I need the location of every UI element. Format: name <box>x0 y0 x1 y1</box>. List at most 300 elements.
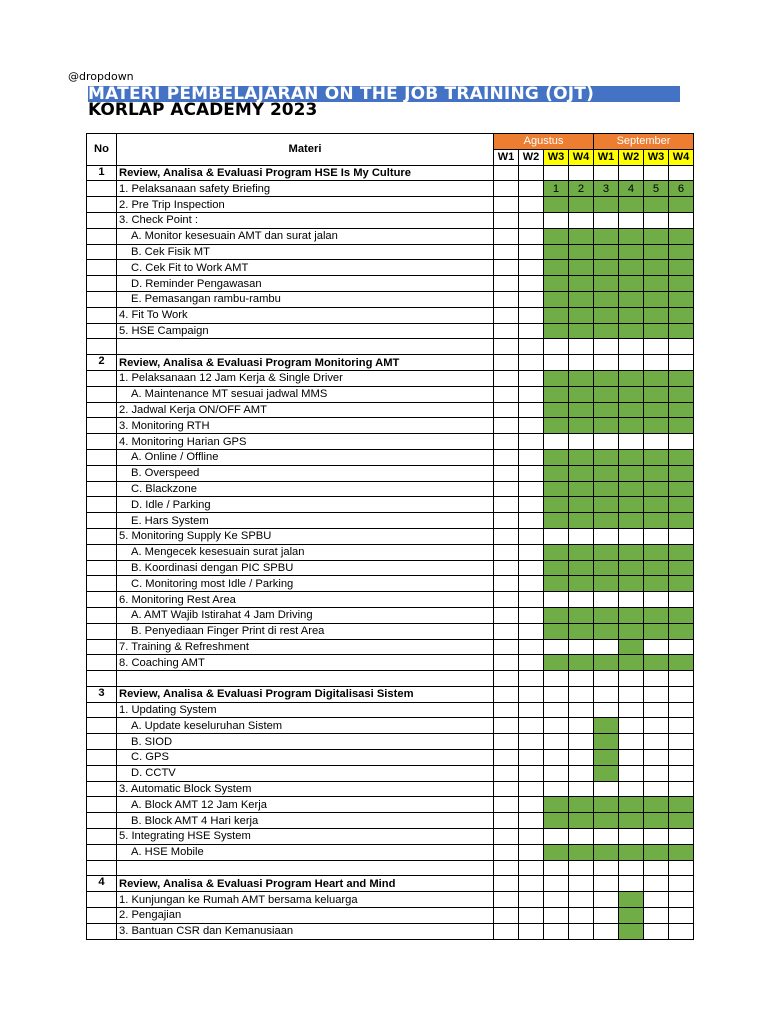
schedule-cell <box>594 829 619 845</box>
schedule-cell <box>669 765 694 781</box>
schedule-cell <box>619 750 644 766</box>
table-row <box>87 923 694 939</box>
section-title: Review, Analisa & Evaluasi Program HSE Is My Culture <box>117 165 494 181</box>
schedule-cell <box>494 434 519 450</box>
schedule-cell-active <box>669 386 694 402</box>
schedule-cell-active <box>644 797 669 813</box>
schedule-cell-active <box>594 323 619 339</box>
schedule-cell <box>569 781 594 797</box>
schedule-cell <box>669 212 694 228</box>
schedule-cell <box>519 276 544 292</box>
materi-item: C. GPS <box>117 750 494 766</box>
schedule-cell <box>519 513 544 529</box>
row-number <box>87 181 117 197</box>
table-row <box>87 734 694 750</box>
schedule-cell <box>544 765 569 781</box>
schedule-cell-active <box>619 402 644 418</box>
schedule-cell <box>669 750 694 766</box>
schedule-cell <box>494 592 519 608</box>
schedule-cell <box>519 781 544 797</box>
schedule-cell <box>494 544 519 560</box>
schedule-cell <box>494 702 519 718</box>
schedule-cell-active <box>644 623 669 639</box>
schedule-cell-active <box>644 844 669 860</box>
schedule-cell <box>519 481 544 497</box>
table-row <box>87 197 694 213</box>
materi-item: 3. Bantuan CSR dan Kemanusiaan <box>117 923 494 939</box>
schedule-cell <box>544 923 569 939</box>
materi-item: B. Koordinasi dengan PIC SPBU <box>117 560 494 576</box>
schedule-cell-active <box>644 276 669 292</box>
schedule-cell <box>544 750 569 766</box>
schedule-cell-active <box>669 497 694 513</box>
table-row <box>87 829 694 845</box>
schedule-cell-active <box>619 908 644 924</box>
row-number <box>87 718 117 734</box>
schedule-cell <box>544 908 569 924</box>
schedule-cell <box>494 750 519 766</box>
schedule-cell <box>494 449 519 465</box>
table-row <box>87 576 694 592</box>
materi-item: A. Maintenance MT sesuai jadwal MMS <box>117 386 494 402</box>
table-row <box>87 639 694 655</box>
table-row <box>87 323 694 339</box>
week-header-2: W2 <box>519 149 544 165</box>
section-row <box>87 355 694 371</box>
schedule-cell <box>619 355 644 371</box>
schedule-cell-active <box>619 276 644 292</box>
table-row <box>87 291 694 307</box>
schedule-cell <box>644 829 669 845</box>
schedule-cell <box>519 750 544 766</box>
schedule-cell-active <box>594 623 619 639</box>
schedule-cell <box>494 339 519 355</box>
schedule-cell <box>644 592 669 608</box>
row-number <box>87 434 117 450</box>
table-row <box>87 260 694 276</box>
schedule-cell-active <box>669 260 694 276</box>
schedule-cell <box>494 418 519 434</box>
schedule-cell <box>594 165 619 181</box>
row-number <box>87 781 117 797</box>
schedule-cell-active <box>594 197 619 213</box>
schedule-cell-active <box>669 449 694 465</box>
schedule-cell-active <box>544 576 569 592</box>
schedule-cell <box>519 465 544 481</box>
materi-item: D. Reminder Pengawasan <box>117 276 494 292</box>
schedule-cell <box>519 212 544 228</box>
schedule-cell <box>544 734 569 750</box>
week-header-6: W2 <box>619 149 644 165</box>
schedule-cell <box>669 892 694 908</box>
schedule-cell <box>619 592 644 608</box>
schedule-cell <box>494 165 519 181</box>
schedule-cell-active <box>544 560 569 576</box>
schedule-cell <box>519 355 544 371</box>
header-month-september: September <box>594 134 694 150</box>
schedule-cell <box>644 165 669 181</box>
materi-item: 8. Coaching AMT <box>117 655 494 671</box>
schedule-cell <box>594 860 619 876</box>
schedule-cell <box>594 923 619 939</box>
schedule-cell-active <box>594 607 619 623</box>
schedule-cell <box>594 212 619 228</box>
document-subtitle: KORLAP ACADEMY 2023 <box>88 100 318 120</box>
week-header-8: W4 <box>669 149 694 165</box>
row-number <box>87 418 117 434</box>
schedule-cell <box>519 418 544 434</box>
schedule-cell-active <box>644 244 669 260</box>
schedule-cell <box>494 686 519 702</box>
row-number <box>87 386 117 402</box>
schedule-cell <box>519 528 544 544</box>
schedule-cell <box>669 528 694 544</box>
schedule-cell-active <box>669 402 694 418</box>
schedule-cell-active <box>544 607 569 623</box>
schedule-cell-active <box>544 418 569 434</box>
schedule-cell <box>594 434 619 450</box>
schedule-cell-active <box>569 813 594 829</box>
schedule-cell-active <box>544 513 569 529</box>
schedule-cell <box>494 576 519 592</box>
schedule-cell-active <box>644 481 669 497</box>
table-row <box>87 228 694 244</box>
schedule-cell-active <box>594 402 619 418</box>
materi-item: C. Monitoring most Idle / Parking <box>117 576 494 592</box>
schedule-cell-active <box>619 655 644 671</box>
schedule-cell-active <box>569 497 594 513</box>
schedule-cell-active <box>619 465 644 481</box>
schedule-cell-active <box>544 402 569 418</box>
row-number <box>87 513 117 529</box>
schedule-cell-active <box>544 655 569 671</box>
row-number <box>87 844 117 860</box>
schedule-cell <box>569 876 594 892</box>
materi-item: B. SIOD <box>117 734 494 750</box>
schedule-cell <box>519 592 544 608</box>
schedule-cell <box>519 923 544 939</box>
schedule-cell <box>519 671 544 687</box>
schedule-cell-active <box>569 228 594 244</box>
schedule-cell-active <box>619 892 644 908</box>
schedule-cell-active <box>569 449 594 465</box>
schedule-cell <box>494 323 519 339</box>
row-number <box>87 197 117 213</box>
row-number <box>87 339 117 355</box>
schedule-cell <box>669 829 694 845</box>
schedule-cell-active <box>594 513 619 529</box>
schedule-cell-active <box>669 513 694 529</box>
header-no: No <box>87 134 117 166</box>
schedule-cell-active <box>669 560 694 576</box>
schedule-cell <box>544 592 569 608</box>
schedule-cell <box>494 560 519 576</box>
schedule-cell-active <box>569 797 594 813</box>
schedule-cell <box>494 623 519 639</box>
row-number <box>87 908 117 924</box>
table-row <box>87 908 694 924</box>
schedule-cell-active <box>594 750 619 766</box>
materi-item: A. Block AMT 12 Jam Kerja <box>117 797 494 813</box>
materi-item: 4. Monitoring Harian GPS <box>117 434 494 450</box>
schedule-cell-active <box>544 623 569 639</box>
schedule-cell-active <box>569 307 594 323</box>
table-row <box>87 307 694 323</box>
schedule-cell <box>544 212 569 228</box>
schedule-cell-active <box>569 560 594 576</box>
table-row <box>87 402 694 418</box>
schedule-cell-active <box>644 449 669 465</box>
schedule-cell-active <box>619 307 644 323</box>
schedule-cell-active <box>569 276 594 292</box>
row-number <box>87 307 117 323</box>
materi-item: 3. Monitoring RTH <box>117 418 494 434</box>
schedule-cell-active <box>669 655 694 671</box>
schedule-cell-active <box>644 386 669 402</box>
table-row <box>87 560 694 576</box>
schedule-cell <box>544 718 569 734</box>
row-number: 4 <box>87 876 117 892</box>
schedule-cell <box>669 639 694 655</box>
row-number <box>87 592 117 608</box>
schedule-cell-active <box>619 576 644 592</box>
schedule-cell <box>669 686 694 702</box>
schedule-cell <box>494 718 519 734</box>
schedule-cell-active: 3 <box>594 181 619 197</box>
schedule-cell <box>644 434 669 450</box>
materi-item: A. Update keseluruhan Sistem <box>117 718 494 734</box>
spacer-row <box>87 860 694 876</box>
section-row <box>87 876 694 892</box>
table-row <box>87 418 694 434</box>
row-number <box>87 892 117 908</box>
table-row <box>87 370 694 386</box>
schedule-cell <box>519 844 544 860</box>
schedule-cell-active <box>619 370 644 386</box>
schedule-cell <box>494 829 519 845</box>
week-header-3: W3 <box>544 149 569 165</box>
schedule-cell <box>644 702 669 718</box>
schedule-cell-active <box>669 228 694 244</box>
schedule-cell <box>594 781 619 797</box>
section-title: Review, Analisa & Evaluasi Program Digitalisasi Sistem <box>117 686 494 702</box>
schedule-body <box>87 165 694 939</box>
schedule-cell-active <box>619 560 644 576</box>
schedule-cell <box>569 686 594 702</box>
schedule-cell-active <box>669 418 694 434</box>
schedule-cell-active <box>594 560 619 576</box>
schedule-cell <box>569 829 594 845</box>
schedule-cell-active <box>594 307 619 323</box>
schedule-cell <box>519 291 544 307</box>
schedule-cell <box>669 876 694 892</box>
table-row <box>87 592 694 608</box>
materi-item: 1. Updating System <box>117 702 494 718</box>
schedule-cell <box>494 513 519 529</box>
schedule-cell-active <box>669 244 694 260</box>
schedule-cell-active <box>594 228 619 244</box>
schedule-cell <box>569 212 594 228</box>
schedule-cell <box>669 592 694 608</box>
schedule-cell-active <box>594 797 619 813</box>
row-number <box>87 829 117 845</box>
schedule-cell-active <box>569 544 594 560</box>
row-number <box>87 797 117 813</box>
row-number <box>87 923 117 939</box>
materi-item: 2. Pre Trip Inspection <box>117 197 494 213</box>
row-number <box>87 576 117 592</box>
schedule-cell <box>594 686 619 702</box>
schedule-cell-active <box>569 465 594 481</box>
schedule-cell <box>544 892 569 908</box>
schedule-cell-active <box>669 307 694 323</box>
schedule-cell-active <box>544 449 569 465</box>
schedule-cell <box>544 339 569 355</box>
schedule-cell-active <box>569 260 594 276</box>
schedule-cell <box>519 765 544 781</box>
section-title: Review, Analisa & Evaluasi Program Heart and Mind <box>117 876 494 892</box>
materi-item: B. Penyediaan Finger Print di rest Area <box>117 623 494 639</box>
schedule-cell <box>644 528 669 544</box>
section-row <box>87 686 694 702</box>
schedule-cell <box>494 892 519 908</box>
materi-item: 1. Pelaksanaan 12 Jam Kerja & Single Driver <box>117 370 494 386</box>
schedule-cell <box>569 339 594 355</box>
schedule-cell <box>569 750 594 766</box>
schedule-cell <box>494 844 519 860</box>
materi-item: 5. HSE Campaign <box>117 323 494 339</box>
row-number <box>87 750 117 766</box>
row-number <box>87 481 117 497</box>
schedule-cell-active <box>594 291 619 307</box>
schedule-cell-active <box>619 228 644 244</box>
schedule-cell <box>619 339 644 355</box>
schedule-cell-active <box>569 481 594 497</box>
schedule-cell-active <box>594 244 619 260</box>
row-number <box>87 228 117 244</box>
schedule-cell-active <box>619 813 644 829</box>
row-number <box>87 497 117 513</box>
schedule-cell <box>569 734 594 750</box>
schedule-cell <box>494 734 519 750</box>
schedule-cell <box>519 876 544 892</box>
week-header-7: W3 <box>644 149 669 165</box>
schedule-cell-active <box>594 481 619 497</box>
schedule-cell <box>494 291 519 307</box>
table-row <box>87 481 694 497</box>
schedule-cell-active <box>544 465 569 481</box>
schedule-cell <box>519 370 544 386</box>
schedule-cell <box>644 212 669 228</box>
schedule-cell <box>569 923 594 939</box>
schedule-cell <box>644 750 669 766</box>
schedule-cell-active <box>669 544 694 560</box>
schedule-cell-active <box>644 260 669 276</box>
week-header-1: W1 <box>494 149 519 165</box>
materi-item: 1. Pelaksanaan safety Briefing <box>117 181 494 197</box>
materi-item: 1. Kunjungan ke Rumah AMT bersama keluarga <box>117 892 494 908</box>
schedule-cell <box>569 528 594 544</box>
row-number <box>87 607 117 623</box>
schedule-cell-active <box>594 844 619 860</box>
table-row <box>87 750 694 766</box>
schedule-cell <box>594 702 619 718</box>
schedule-cell-active <box>544 260 569 276</box>
schedule-cell <box>494 307 519 323</box>
schedule-cell-active <box>669 607 694 623</box>
schedule-cell <box>594 355 619 371</box>
table-row <box>87 797 694 813</box>
schedule-cell-active <box>544 228 569 244</box>
schedule-cell <box>619 765 644 781</box>
schedule-cell <box>544 702 569 718</box>
schedule-cell <box>594 876 619 892</box>
schedule-cell <box>494 355 519 371</box>
schedule-cell <box>519 244 544 260</box>
schedule-cell <box>644 860 669 876</box>
schedule-cell-active <box>669 623 694 639</box>
schedule-cell-active <box>569 323 594 339</box>
materi-item: C. Cek Fit to Work AMT <box>117 260 494 276</box>
materi-item: 4. Fit To Work <box>117 307 494 323</box>
row-number <box>87 860 117 876</box>
schedule-cell-active <box>594 655 619 671</box>
table-row <box>87 655 694 671</box>
schedule-cell-active <box>594 260 619 276</box>
schedule-cell-active <box>669 844 694 860</box>
table-row <box>87 513 694 529</box>
schedule-cell <box>519 228 544 244</box>
materi-item: D. CCTV <box>117 765 494 781</box>
schedule-cell-active <box>644 418 669 434</box>
materi-item: B. Overspeed <box>117 465 494 481</box>
row-number <box>87 765 117 781</box>
schedule-cell-active <box>569 623 594 639</box>
schedule-cell <box>594 892 619 908</box>
schedule-cell <box>519 402 544 418</box>
schedule-cell-active <box>669 481 694 497</box>
schedule-cell <box>619 702 644 718</box>
schedule-cell-active <box>569 418 594 434</box>
schedule-cell <box>519 734 544 750</box>
schedule-cell <box>519 497 544 513</box>
schedule-cell <box>619 829 644 845</box>
schedule-cell-active <box>594 386 619 402</box>
row-number <box>87 449 117 465</box>
schedule-cell-active <box>569 244 594 260</box>
row-number <box>87 544 117 560</box>
schedule-cell <box>594 528 619 544</box>
schedule-cell-active: 5 <box>644 181 669 197</box>
row-number <box>87 402 117 418</box>
schedule-cell-active <box>594 765 619 781</box>
schedule-cell-active <box>644 544 669 560</box>
schedule-cell <box>519 639 544 655</box>
schedule-cell <box>619 671 644 687</box>
schedule-cell <box>544 528 569 544</box>
materi-item: B. Block AMT 4 Hari kerja <box>117 813 494 829</box>
schedule-cell-active <box>594 418 619 434</box>
table-row <box>87 276 694 292</box>
materi-item: A. AMT Wajib Istirahat 4 Jam Driving <box>117 607 494 623</box>
row-number <box>87 560 117 576</box>
schedule-cell-active <box>544 797 569 813</box>
table-row <box>87 623 694 639</box>
schedule-cell-active <box>644 370 669 386</box>
schedule-cell <box>494 244 519 260</box>
table-row <box>87 892 694 908</box>
week-header-4: W4 <box>569 149 594 165</box>
